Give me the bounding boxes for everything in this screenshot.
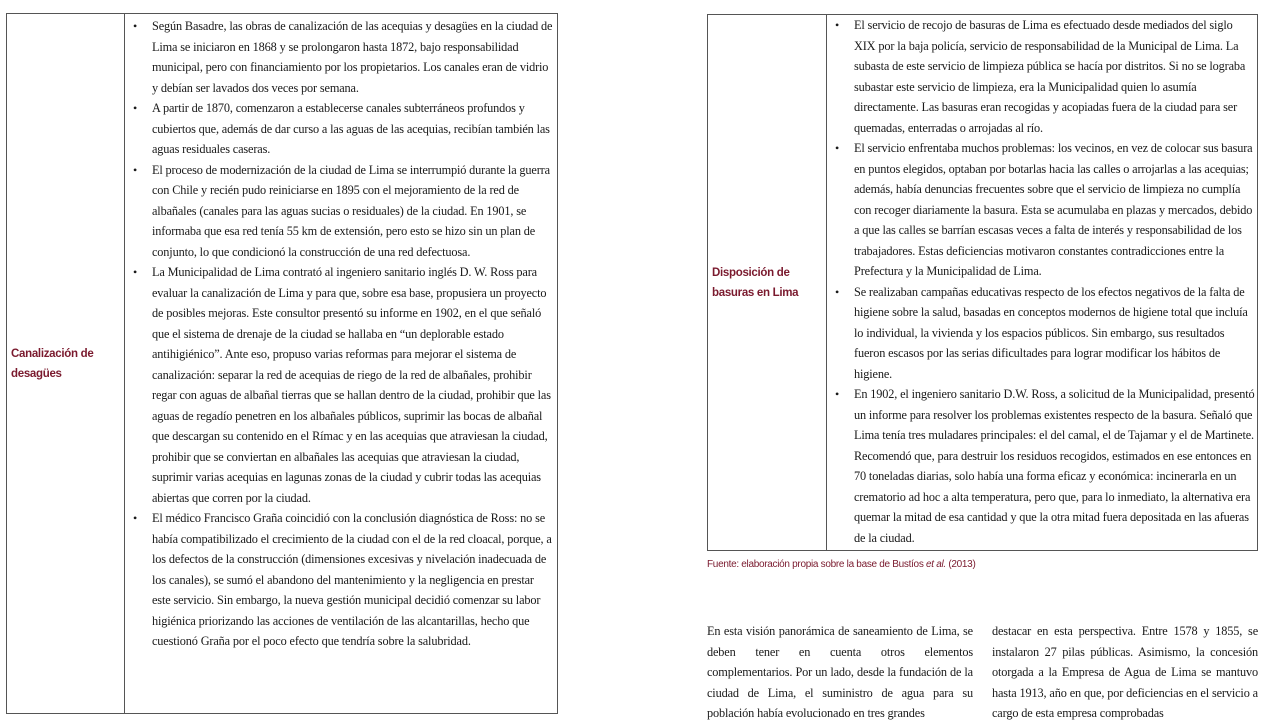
right-bullet-item: • El servicio de recojo de basuras de Lima es efectuado desde mediados del siglo XIX por la baja policía, servicio de responsabilidad de la Municipal de Lima. La subasta de este servicio de limpieza pública se hacía por distritos. Si no se lograba subastar este servicio de limpieza, era la Municipalidad quien lo asumía directamente. Las basuras eran recogidas y acopiadas fuera de la ciudad para ser quemadas, enterradas o arrojadas al río. — [827, 15, 1255, 138]
right-table-content-cell — [827, 15, 1257, 550]
body-text-columns — [707, 621, 1258, 720]
right-bullet-list — [827, 15, 1255, 548]
left-bullet-item: • El proceso de modernización de la ciudad de Lima se interrumpió durante la guerra con Chile y recién pudo reiniciarse en 1895 con el mejoramiento de la red de albañales (canales para las aguas sucias o residuales) de la ciudad. En 1901, se informaba que esa red tenía 55 km de extensión, pero esto se hizo sin un plan de conjunto, lo que condicionó la construcción de una red defectuosa. — [125, 160, 555, 263]
left-table-content-cell — [125, 14, 557, 713]
source-note-prefix: Fuente: elaboración propia sobre la base de Bustíos — [707, 559, 926, 570]
source-note-suffix: (2013) — [945, 559, 976, 570]
left-bullet-item: • El médico Francisco Graña coincidió con la conclusión diagnóstica de Ross: no se había compatibilizado el crecimiento de la ciudad con el de la red cloacal, porque, a los defectos de la construcción (dimensiones excesivas y nivelación inadecuada de los canales), se sumó el abandono del mantenimiento y la negligencia en prestar este servicio. Sin embargo, la nueva gestión municipal decidió comenzar su labor higiénica priorizando las acciones de ventilación de las alcantarillas, hecho que cuestionó Graña por el poco efecto que tendría sobre la salubridad. — [125, 508, 555, 652]
source-note — [707, 559, 975, 570]
left-table-label: Canalización de desagües — [11, 347, 94, 380]
left-table — [6, 13, 558, 714]
right-table-label: Disposición de basuras en Lima — [712, 266, 799, 299]
body-text-column-2: destacar en esta perspectiva. Entre 1578 y 1855, se instalaron 27 pilas públicas. Asimismo, la concesión otorgada a la Empresa de Agua de Lima se mantuvo hasta 1913, año en que, por deficiencias en el servicio a cargo de esta empresa comprobadas — [992, 624, 1258, 720]
right-table-label-cell — [708, 15, 827, 550]
left-bullet-list — [125, 14, 555, 652]
right-bullet-item: • Se realizaban campañas educativas respecto de los efectos negativos de la falta de higiene sobre la salud, basadas en conceptos modernos de higiene total que incluía lo individual, la vivienda y los espacios públicos. Sin embargo, sus resultados fueron escasos por las serias dificultades para lograr modificar los hábitos de higiene. — [827, 282, 1255, 385]
left-bullet-item: • A partir de 1870, comenzaron a establecerse canales subterráneos profundos y cubiertos que, además de dar curso a las aguas de las acequias, recibían también las aguas residuales caseras. — [125, 98, 555, 160]
right-table — [707, 14, 1258, 551]
body-text-column-1: En esta visión panorámica de saneamiento de Lima, se deben tener en cuenta otros elementos complementarios. Por un lado, desde la fundación de la ciudad de Lima, el suministro de agua para su población había evolucionado en tres grandes — [707, 624, 973, 720]
right-bullet-item: • El servicio enfrentaba muchos problemas: los vecinos, en vez de colocar sus basura en puntos elegidos, optaban por botarlas hacia las calles o arrojarlas a las acequias; además, había denuncias frecuentes sobre que el servicio de limpieza no cumplía con recoger diariamente la basura. Esta se acumulaba en plazas y mercados, debido a que las calles se barrían escasas veces a falta de interés y responsabilidad de los trabajadores. Estas deficiencias motivaron constantes contradicciones entre la Prefectura y la Municipalidad de Lima. — [827, 138, 1255, 282]
left-table-label-cell — [7, 14, 125, 713]
left-bullet-item: • La Municipalidad de Lima contrató al ingeniero sanitario inglés D. W. Ross para evaluar la canalización de Lima y para que, sobre esa base, propusiera un proyecto de posibles mejoras. Este consultor presentó su informe en 1902, en el que señaló que el sistema de drenaje de la ciudad se hallaba en “un deplorable estado antihigiénico”. Ante eso, propuso varias reformas para mejorar el sistema de canalización: separar la red de acequias de riego de la red de albañales, prohibir regar con aguas de albañal tierras que se hallan dentro de la ciudad, prohibir que las aguas de regadío penetren en los albañales públicos, suprimir las bocas de albañal que descargan su contenido en el Rímac y en las acequias que atraviesan la ciudad, prohibir que se conviertan en albañales las acequias que atraviesan la ciudad, suprimir varias acequias en lagunas zonas de la ciudad y cubrir todas las acequias abiertas que corren por la ciudad. — [125, 262, 555, 508]
left-bullet-item: • Según Basadre, las obras de canalización de las acequias y desagües en la ciudad de Lima se iniciaron en 1868 y se prolongaron hasta 1872, bajo responsabilidad municipal, pero con financiamiento por los propietarios. Los canales eran de vidrio y debían ser lavados dos veces por semana. — [125, 16, 555, 98]
right-bullet-item: • En 1902, el ingeniero sanitario D.W. Ross, a solicitud de la Municipalidad, presentó un informe para resolver los problemas existentes respecto de la basura. Señaló que Lima tenía tres muladares principales: el del camal, el de Tajamar y el de Martinete. Recomendó que, para destruir los residuos recogidos, estimados en ese entonces en 70 toneladas diarias, solo había una forma eficaz y económica: incinerarla en un crematorio ad hoc a alta temperatura, pero que, para lo inmediato, la alternativa era quemar la mitad de esa cantidad y que la otra mitad fuera depositada en las afueras de la ciudad. — [827, 384, 1255, 548]
source-note-italic: et al. — [926, 559, 946, 570]
